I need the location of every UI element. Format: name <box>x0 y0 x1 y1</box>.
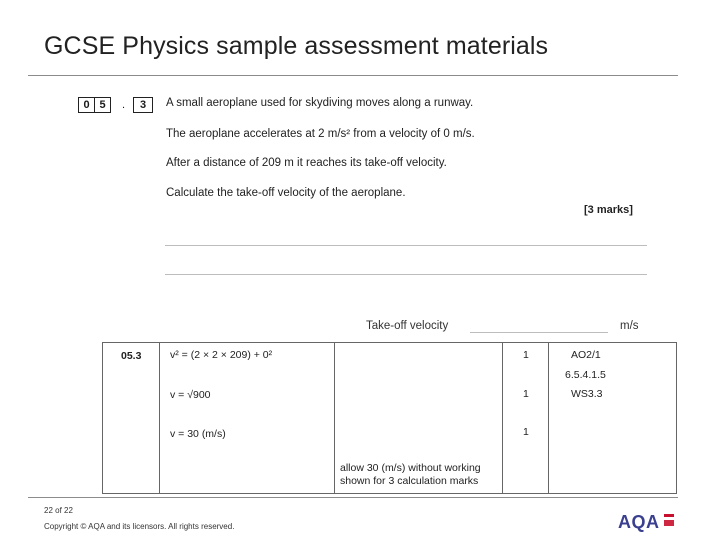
ms-marks-cell <box>503 343 549 494</box>
answer-line-1 <box>165 245 647 246</box>
marks-label: [3 marks] <box>584 204 633 216</box>
ms-mark-1: 1 <box>523 349 529 361</box>
ms-ao-ref-2: 6.5.4.1.5 <box>565 369 606 381</box>
answer-label: Take-off velocity <box>366 320 449 332</box>
answer-line-2 <box>165 274 647 275</box>
ms-question-cell <box>103 343 160 494</box>
header-divider <box>28 75 678 76</box>
question-number-box-3: 3 <box>133 97 153 113</box>
ms-working-line-2: v = √900 <box>170 389 211 401</box>
aqa-logo-text: AQA <box>618 512 660 532</box>
copyright-text: Copyright © AQA and its licensors. All rights reserved. <box>44 522 235 531</box>
ms-ao-ref-3: WS3.3 <box>571 388 603 400</box>
ms-working-cell <box>160 343 335 494</box>
question-number-box-1: 0 <box>78 97 95 113</box>
ms-ao-ref-1: AO2/1 <box>571 349 601 361</box>
answer-blank <box>470 332 608 333</box>
answer-unit: m/s <box>620 320 639 332</box>
question-line-2: The aeroplane accelerates at 2 m/s² from a velocity of 0 m/s. <box>166 128 475 140</box>
mark-scheme-table <box>102 342 677 494</box>
ms-notes-cell <box>335 343 503 494</box>
page-title: GCSE Physics sample assessment materials <box>44 32 549 60</box>
ms-ao-cell <box>549 343 677 494</box>
footer-divider <box>28 497 678 498</box>
aqa-logo <box>618 512 676 533</box>
question-line-4: Calculate the take-off velocity of the aeroplane. <box>166 187 406 199</box>
question-number-box-2: 5 <box>94 97 111 113</box>
aqa-logo-mark-icon <box>662 512 676 528</box>
question-line-1: A small aeroplane used for skydiving moves along a runway. <box>166 97 474 109</box>
ms-mark-2: 1 <box>523 388 529 400</box>
ms-working-line-3: v = 30 (m/s) <box>170 428 226 440</box>
ms-question-ref: 05.3 <box>121 350 142 362</box>
ms-mark-3: 1 <box>523 426 529 438</box>
ms-note-line-2: shown for 3 calculation marks <box>340 475 479 487</box>
page-number: 22 of 22 <box>44 506 73 515</box>
question-number-dot: . <box>122 99 126 111</box>
ms-note-line-1: allow 30 (m/s) without working <box>340 462 481 474</box>
question-line-3: After a distance of 209 m it reaches its take-off velocity. <box>166 157 447 169</box>
ms-working-line-1: v² = (2 × 2 × 209) + 0² <box>170 349 273 361</box>
